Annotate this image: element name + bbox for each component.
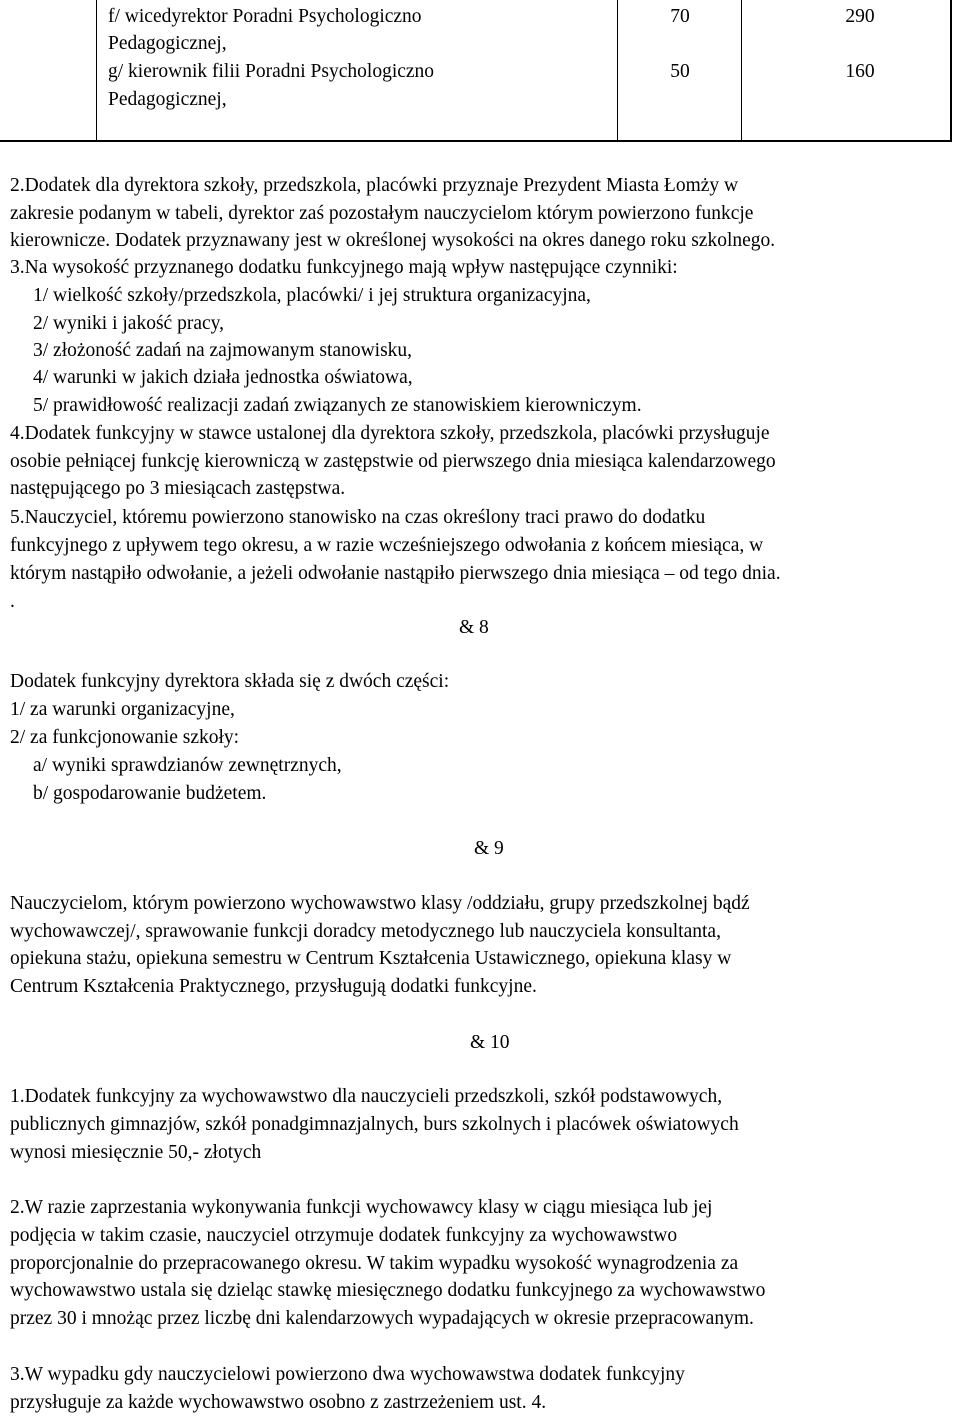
para-2-line-1: 2.Dodatek dla dyrektora szkoły, przedszkola, placówki przyznaje Prezydent Miasta Łomży w xyxy=(10,175,739,196)
factor-1: 1/ wielkość szkoły/przedszkola, placówki/ i jej struktura organizacyjna, xyxy=(33,285,591,306)
sec8-line-2: 1/ za warunki organizacyjne, xyxy=(10,699,235,720)
table-divider-2 xyxy=(617,0,618,140)
table-divider-1 xyxy=(96,0,97,140)
factor-5: 5/ prawidłowość realizacji zadań związanych ze stanowiskiem kierowniczym. xyxy=(33,395,642,416)
factor-2: 2/ wyniki i jakość pracy, xyxy=(33,313,224,334)
sec10-p2-line-3: proporcjonalnie do przepracowanego okresu. W takim wypadku wysokość wynagrodzenia za xyxy=(10,1253,739,1274)
factor-3: 3/ złożoność zadań na zajmowanym stanowisku, xyxy=(33,340,413,361)
sec9-line-3: opiekuna stażu, opiekuna semestru w Centrum Kształcenia Ustawicznego, opiekuna klasy w xyxy=(10,948,732,969)
sec10-p2-line-1: 2.W razie zaprzestania wykonywania funkcji wychowawcy klasy w ciągu miesiąca lub jej xyxy=(10,1197,713,1218)
stray-dot: . xyxy=(10,591,15,612)
factor-4: 4/ warunki w jakich działa jednostka oświatowa, xyxy=(33,367,413,388)
sec10-p3-line-1: 3.W wypadku gdy nauczycielowi powierzono dwa wychowawstwa dodatek funkcyjny xyxy=(10,1364,685,1385)
table-row-f-col1: 70 xyxy=(670,6,690,27)
para-3-line-1: 3.Na wysokość przyznanego dodatku funkcyjnego mają wpływ następujące czynniki: xyxy=(10,257,678,278)
sec10-p1-line-1: 1.Dodatek funkcyjny za wychowawstwo dla nauczycieli przedszkoli, szkół podstawowych, xyxy=(10,1086,723,1107)
para-4-line-1: 4.Dodatek funkcyjny w stawce ustalonej dla dyrektora szkoły, przedszkola, placówki przysługuje xyxy=(10,423,770,444)
table-row-f-col2: 290 xyxy=(845,6,875,27)
sec9-line-2: wychowawczej/, sprawowanie funkcji doradcy metodycznego lub nauczyciela konsultanta, xyxy=(10,921,721,942)
table-row-g-col1: 50 xyxy=(670,61,690,82)
para-4-line-2: osobie pełniącej funkcję kierowniczą w zastępstwie od pierwszego dnia miesiąca kalendarzowego xyxy=(10,451,776,472)
sec9-line-1: Nauczycielom, którym powierzono wychowawstwo klasy /oddziału, grupy przedszkolnej bądź xyxy=(10,893,750,914)
section-10-heading: & 10 xyxy=(470,1032,510,1053)
para-4-line-3: następującego po 3 miesiącach zastępstwa. xyxy=(10,478,346,499)
table-row-g-label-2: Pedagogicznej, xyxy=(108,89,227,110)
table-row-g-label-1: g/ kierownik filii Poradni Psychologiczno xyxy=(108,61,435,82)
table-row-g-col2: 160 xyxy=(845,61,875,82)
sec10-p3-line-2: przysługuje za każde wychowawstwo osobno z zastrzeżeniem ust. 4. xyxy=(10,1392,547,1413)
sec10-p2-line-2: podjęcia w takim czasie, nauczyciel otrzymuje dodatek funkcyjny za wychowawstwo xyxy=(10,1225,678,1246)
sec8-line-5: b/ gospodarowanie budżetem. xyxy=(33,783,267,804)
para-2-line-2: zakresie podanym w tabeli, dyrektor zaś pozostałym nauczycielom którym powierzono funkcje xyxy=(10,203,754,224)
table-divider-3 xyxy=(741,0,742,140)
sec10-p2-line-4: wychowawstwo ustala się dzieląc stawkę miesięcznego dodatku funkcyjnego za wychowawstwo xyxy=(10,1280,766,1301)
sec9-line-4: Centrum Kształcenia Praktycznego, przysługują dodatki funkcyjne. xyxy=(10,976,537,997)
para-5-line-2: funkcyjnego z upływem tego okresu, a w razie wcześniejszego odwołania z końcem miesiąca, w xyxy=(10,535,764,556)
para-5-line-1: 5.Nauczyciel, któremu powierzono stanowisko na czas określony traci prawo do dodatku xyxy=(10,507,706,528)
sec10-p1-line-2: publicznych gimnazjów, szkół ponadgimnazjalnych, burs szkolnych i placówek oświatowych xyxy=(10,1114,739,1135)
sec8-line-4: a/ wyniki sprawdzianów zewnętrznych, xyxy=(33,755,342,776)
sec8-line-1: Dodatek funkcyjny dyrektora składa się z dwóch części: xyxy=(10,671,450,692)
para-5-line-3: którym nastąpiło odwołanie, a jeżeli odwołanie nastąpiło pierwszego dnia miesiąca – od tego dnia. xyxy=(10,563,781,584)
sec10-p1-line-3: wynosi miesięcznie 50,- złotych xyxy=(10,1142,262,1163)
section-9-heading: & 9 xyxy=(474,838,504,859)
table-row-f-label-2: Pedagogicznej, xyxy=(108,33,227,54)
table-row-f-label-1: f/ wicedyrektor Poradni Psychologiczno xyxy=(108,6,422,27)
sec10-p2-line-5: przez 30 i mnożąc przez liczbę dni kalendarzowych wypadających w okresie przepracowanym. xyxy=(10,1308,754,1329)
para-2-line-3: kierownicze. Dodatek przyznawany jest w określonej wysokości na okres danego roku szkolnego. xyxy=(10,230,776,251)
sec8-line-3: 2/ za funkcjonowanie szkoły: xyxy=(10,727,240,748)
section-8-heading: & 8 xyxy=(459,617,489,638)
